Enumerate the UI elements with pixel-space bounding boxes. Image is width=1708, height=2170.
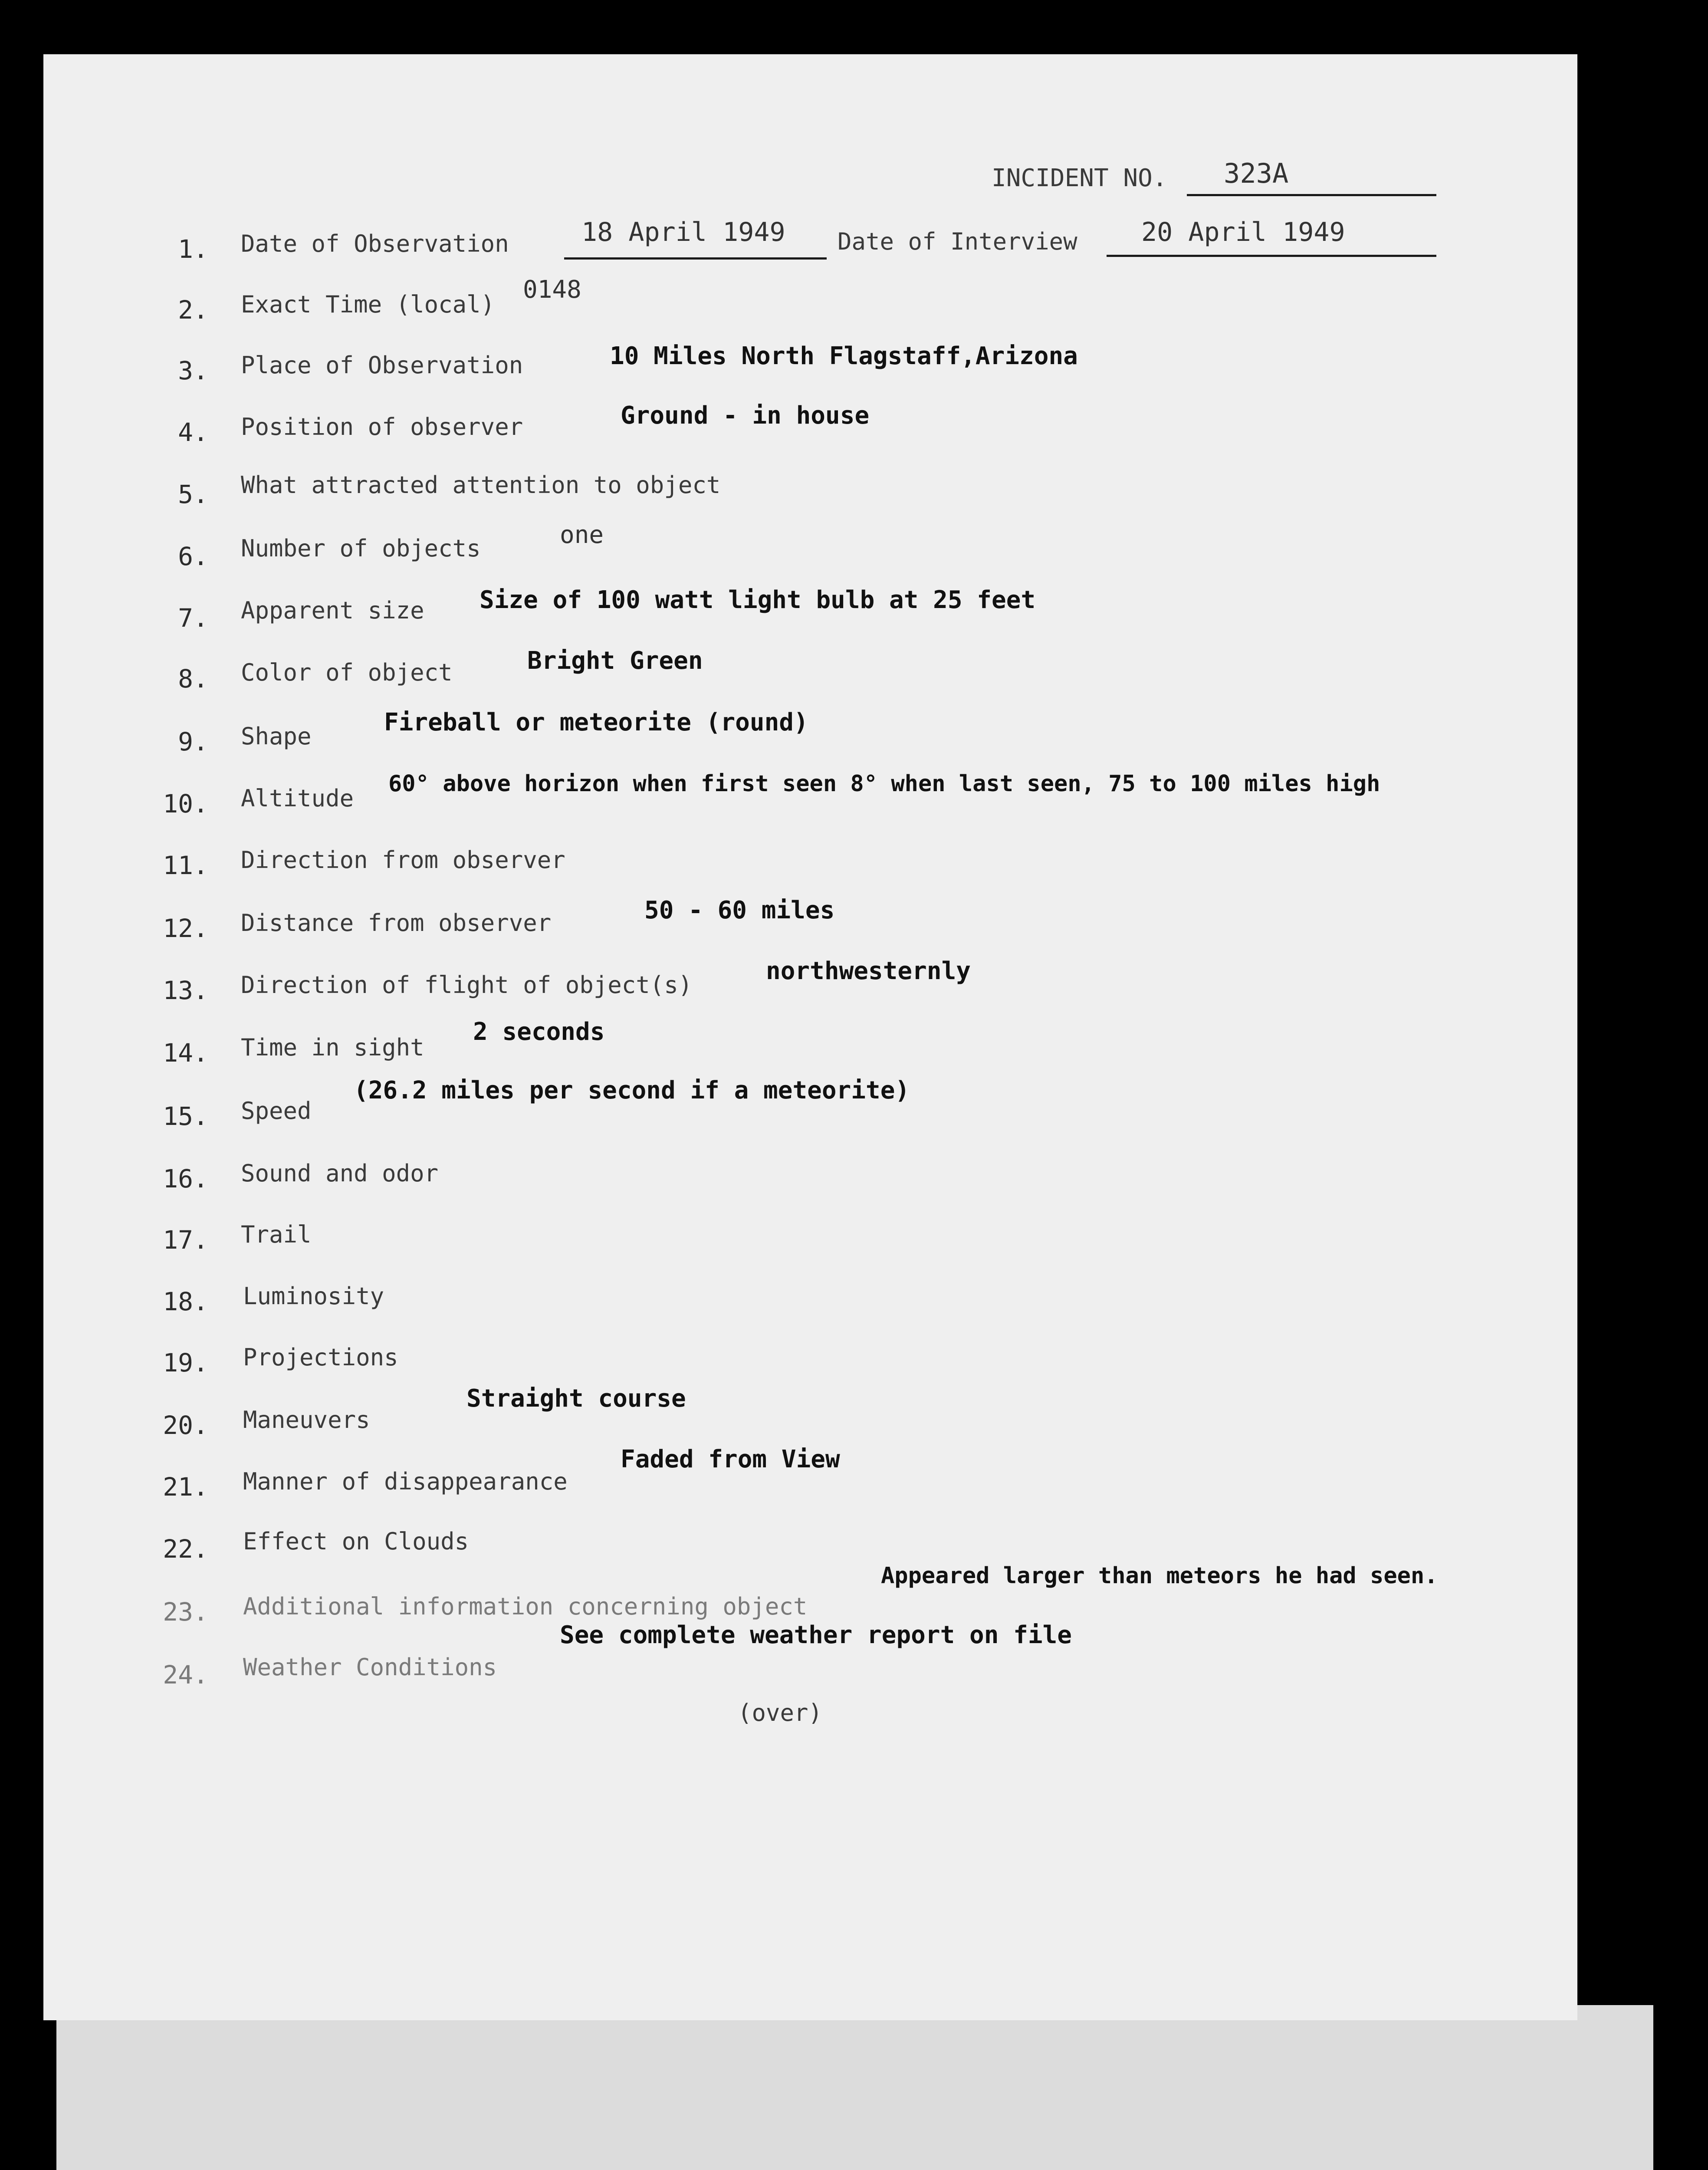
apparent-size-value: Size of 100 watt light bulb at 25 feet <box>480 586 1036 614</box>
additional-information-value: Appeared larger than meteors he had seen. <box>881 1563 1438 1589</box>
item-14-label: Time in sight <box>241 1034 424 1061</box>
item-22-label: Effect on Clouds <box>243 1528 469 1555</box>
item-13-label: Direction of flight of object(s) <box>241 971 693 999</box>
item-11-number: 11. <box>163 851 208 880</box>
speed-value: (26.2 miles per second if a meteorite) <box>354 1076 910 1105</box>
item-18-number: 18. <box>163 1287 208 1316</box>
date-of-interview-underline <box>1107 255 1436 257</box>
item-2-number: 2. <box>178 295 208 325</box>
color-of-object-value: Bright Green <box>527 647 703 675</box>
altitude-value: 60° above horizon when first seen 8° when last seen, 75 to 100 miles high <box>388 771 1380 797</box>
item-1-number: 1. <box>178 234 208 264</box>
distance-from-observer-value: 50 - 60 miles <box>644 896 835 924</box>
item-20-label: Maneuvers <box>243 1406 370 1434</box>
weather-conditions-value: See complete weather report on file <box>560 1621 1072 1649</box>
item-10-label: Altitude <box>241 785 354 812</box>
item-4-label: Position of observer <box>241 413 523 441</box>
item-6-number: 6. <box>178 542 208 571</box>
item-7-label: Apparent size <box>241 597 424 624</box>
item-21-label: Manner of disappearance <box>243 1468 568 1495</box>
item-8-number: 8. <box>178 664 208 694</box>
item-8-label: Color of object <box>241 659 453 686</box>
item-16-number: 16. <box>163 1164 208 1194</box>
item-1-label: Date of Observation <box>241 230 509 257</box>
item-13-number: 13. <box>163 976 208 1005</box>
item-17-number: 17. <box>163 1225 208 1255</box>
item-15-number: 15. <box>163 1101 208 1131</box>
item-23-number: 23. <box>163 1597 208 1627</box>
maneuvers-value: Straight course <box>466 1384 686 1413</box>
item-17-label: Trail <box>241 1221 312 1248</box>
exact-time-value: 0148 <box>523 276 581 304</box>
underlying-page <box>56 2005 1653 2170</box>
item-3-label: Place of Observation <box>241 352 523 379</box>
incident-number: 323A <box>1224 158 1289 189</box>
item-4-number: 4. <box>178 418 208 447</box>
position-of-observer-value: Ground - in house <box>621 401 870 430</box>
item-19-label: Projections <box>243 1344 398 1371</box>
item-15-label: Speed <box>241 1097 312 1124</box>
shape-value: Fireball or meteorite (round) <box>384 708 808 736</box>
item-7-number: 7. <box>178 603 208 633</box>
date-of-observation-underline <box>564 257 827 260</box>
item-18-label: Luminosity <box>243 1282 384 1310</box>
item-5-label: What attracted attention to object <box>241 471 721 499</box>
item-2-label: Exact Time (local) <box>241 291 495 318</box>
item-3-number: 3. <box>178 356 208 385</box>
item-14-number: 14. <box>163 1038 208 1068</box>
direction-of-flight-value: northwesternly <box>766 957 971 985</box>
number-of-objects-value: one <box>560 521 604 549</box>
item-5-number: 5. <box>178 480 208 509</box>
item-12-label: Distance from observer <box>241 909 552 937</box>
item-12-number: 12. <box>163 914 208 943</box>
incident-label: INCIDENT NO. <box>992 164 1167 192</box>
item-20-number: 20. <box>163 1410 208 1440</box>
over-note: (over) <box>738 1699 823 1726</box>
date-of-interview-value: 20 April 1949 <box>1141 217 1345 247</box>
item-19-number: 19. <box>163 1348 208 1378</box>
item-24-label: Weather Conditions <box>243 1654 497 1681</box>
manner-of-disappearance-value: Faded from View <box>621 1445 840 1473</box>
item-9-label: Shape <box>241 723 312 750</box>
item-22-number: 22. <box>163 1534 208 1564</box>
item-10-number: 10. <box>163 789 208 819</box>
item-9-number: 9. <box>178 727 208 756</box>
item-21-number: 21. <box>163 1472 208 1502</box>
place-of-observation-value: 10 Miles North Flagstaff,Arizona <box>610 342 1078 370</box>
item-24-number: 24. <box>163 1660 208 1690</box>
item-6-label: Number of objects <box>241 535 481 562</box>
document-page <box>43 54 1577 2020</box>
date-of-observation-value: 18 April 1949 <box>581 217 785 247</box>
item-16-label: Sound and odor <box>241 1160 439 1187</box>
time-in-sight-value: 2 seconds <box>473 1018 605 1046</box>
interview-label: Date of Interview <box>838 228 1077 255</box>
incident-number-underline <box>1187 194 1436 196</box>
item-11-label: Direction from observer <box>241 846 565 874</box>
item-23-label: Additional information concerning object <box>243 1593 808 1620</box>
